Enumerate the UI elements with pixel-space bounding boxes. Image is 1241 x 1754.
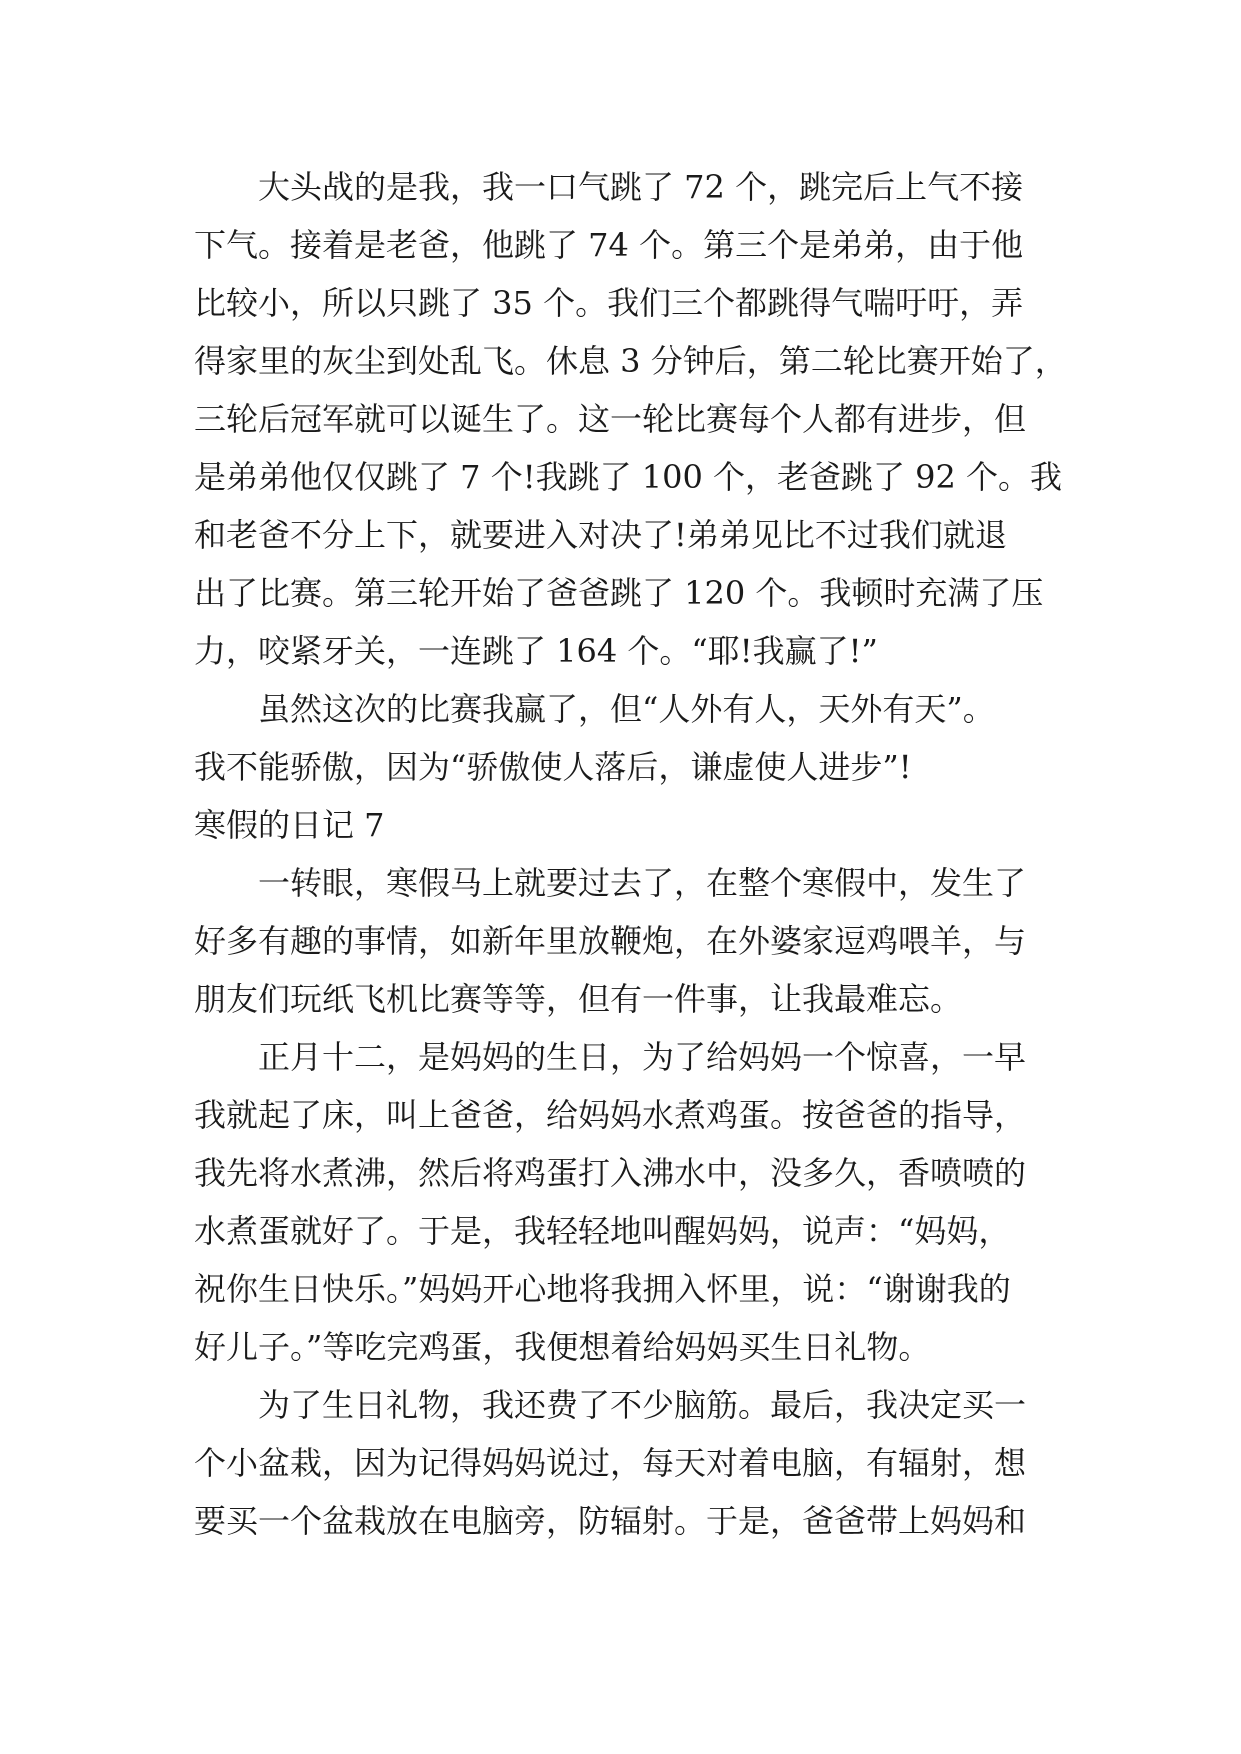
text-line: 个小盆栽，因为记得妈妈说过，每天对着电脑，有辐射，想 xyxy=(194,1444,1027,1482)
text-line: 得家里的灰尘到处乱飞。休息 3 分钟后，第二轮比赛开始了， xyxy=(194,342,1067,380)
text-line: 比较小，所以只跳了 35 个。我们三个都跳得气喘吁吁，弄 xyxy=(194,284,1024,322)
body-text xyxy=(194,158,1074,1550)
text-line: 为了生日礼物，我还费了不少脑筋。最后，我决定买一 xyxy=(194,1386,1027,1424)
text-line: 和老爸不分上下，就要进入对决了!弟弟见比不过我们就退 xyxy=(194,516,1007,554)
text-line: 好儿子。”等吃完鸡蛋，我便想着给妈妈买生日礼物。 xyxy=(194,1328,931,1366)
text-line: 我就起了床，叫上爸爸，给妈妈水煮鸡蛋。按爸爸的指导， xyxy=(194,1096,1027,1134)
text-line: 是弟弟他仅仅跳了 7 个!我跳了 100 个，老爸跳了 92 个。我 xyxy=(194,458,1063,496)
text-line: 我先将水煮沸，然后将鸡蛋打入沸水中，没多久，香喷喷的 xyxy=(194,1154,1027,1192)
text-line: 正月十二，是妈妈的生日，为了给妈妈一个惊喜，一早 xyxy=(194,1038,1027,1076)
section-title: 寒假的日记 7 xyxy=(194,806,385,844)
text-line: 祝你生日快乐。”妈妈开心地将我拥入怀里，说：“谢谢我的 xyxy=(194,1270,1011,1308)
text-line: 出了比赛。第三轮开始了爸爸跳了 120 个。我顿时充满了压 xyxy=(194,574,1044,612)
text-line: 大头战的是我，我一口气跳了 72 个，跳完后上气不接 xyxy=(194,168,1024,206)
text-line: 力，咬紧牙关，一连跳了 164 个。“耶!我赢了!” xyxy=(194,632,878,670)
text-line: 三轮后冠军就可以诞生了。这一轮比赛每个人都有进步，但 xyxy=(194,400,1027,438)
text-line: 水煮蛋就好了。于是，我轻轻地叫醒妈妈，说声：“妈妈， xyxy=(194,1212,1011,1250)
text-line: 我不能骄傲，因为“骄傲使人落后，谦虚使人进步”! xyxy=(194,748,912,786)
text-line: 下气。接着是老爸，他跳了 74 个。第三个是弟弟，由于他 xyxy=(194,226,1024,264)
text-line: 虽然这次的比赛我赢了，但“人外有人，天外有天”。 xyxy=(194,690,995,728)
text-line: 要买一个盆栽放在电脑旁，防辐射。于是，爸爸带上妈妈和 xyxy=(194,1502,1027,1540)
text-line: 好多有趣的事情，如新年里放鞭炮，在外婆家逗鸡喂羊，与 xyxy=(194,922,1027,960)
text-line: 一转眼，寒假马上就要过去了，在整个寒假中，发生了 xyxy=(194,864,1027,902)
text-line: 朋友们玩纸飞机比赛等等，但有一件事，让我最难忘。 xyxy=(194,980,963,1018)
